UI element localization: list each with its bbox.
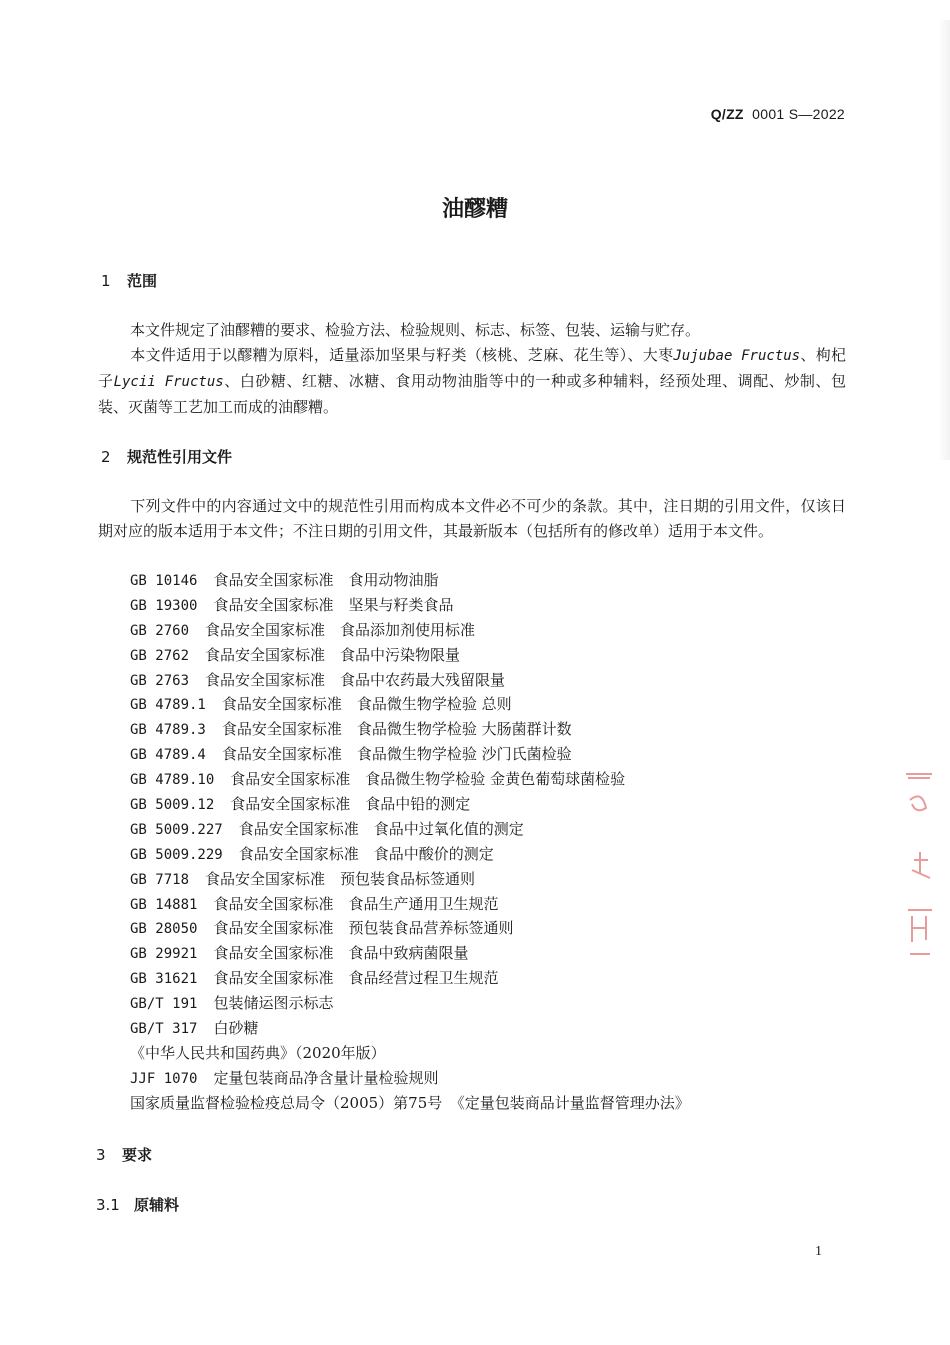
reference-item: GB 4789.4 食品安全国家标准 食品微生物学检验 沙门氏菌检验 [130, 745, 572, 764]
reference-item: GB 2763 食品安全国家标准 食品中农药最大残留限量 [130, 670, 506, 689]
section-number: 2 [101, 448, 111, 466]
standard-code [711, 106, 845, 122]
section-heading-normative [101, 446, 232, 467]
section-title: 范围 [127, 272, 158, 290]
section-heading-requirements [96, 1144, 152, 1165]
reference-item: GB/T 191 包装储运图示标志 [130, 994, 334, 1013]
standard-code-prefix: Q/ZZ [710, 106, 744, 122]
document-title: 油醪糟 [441, 197, 508, 222]
section-number: 3.1 [96, 1196, 120, 1214]
reference-item: GB 19300 食品安全国家标准 坚果与籽类食品 [130, 595, 454, 614]
scope-paragraph-1: 本文件规定了油醪糟的要求、检验方法、检验规则、标志、标签、包装、运输与贮存。 [130, 321, 701, 339]
reference-item: GB 4789.10 食品安全国家标准 食品微生物学检验 金黄色葡萄球菌检验 [130, 770, 626, 789]
scope-paragraph-2: 本文件适用于以醪糟为原料，适量添加坚果与籽类（核桃、芝麻、花生等）、大枣Jujubae Fructus、枸杞子Lycii Fructus、白砂糖、红糖、冰糖、食用动物油脂等中的一种或多种辅料，经预处理、调配、炒制、包装、灭菌等工艺加工而成的油醪糟。 [98, 346, 846, 416]
reference-item: GB 31621 食品安全国家标准 食品经营过程卫生规范 [130, 969, 499, 988]
reference-item: GB 14881 食品安全国家标准 食品生产通用卫生规范 [130, 894, 499, 913]
reference-item: GB 5009.229 食品安全国家标准 食品中酸价的测定 [130, 844, 494, 863]
reference-item: GB 4789.1 食品安全国家标准 食品微生物学检验 总则 [130, 695, 512, 714]
section-heading-scope [101, 270, 157, 291]
subsection-heading-raw-materials [96, 1194, 179, 1215]
normative-intro: 下列文件中的内容通过文中的规范性引用而构成本文件必不可少的条款。其中，注日期的引用文件，仅该日期对应的版本适用于本文件；不注日期的引用文件，其最新版本（包括所有的修改单）适用于本文件。 [98, 497, 846, 540]
latin-name-jujubae: Jujubae Fructus [673, 348, 801, 364]
section-title: 规范性引用文件 [127, 448, 233, 466]
section-number: 1 [101, 272, 111, 290]
reference-item: JJF 1070 定量包装商品净含量计量检验规则 [130, 1068, 439, 1087]
latin-name-lycii: Lycii Fructus [113, 374, 224, 390]
page-number: 1 [815, 1244, 822, 1259]
section-number: 3 [96, 1146, 106, 1164]
reference-item: GB 28050 食品安全国家标准 预包装食品营养标签通则 [130, 919, 514, 938]
reference-item: GB 2760 食品安全国家标准 食品添加剂使用标准 [130, 620, 476, 639]
page-edge-shadow [938, 20, 950, 460]
seal-stamp-fragment [902, 770, 936, 960]
reference-item: GB 4789.3 食品安全国家标准 食品微生物学检验 大肠菌群计数 [130, 720, 572, 739]
reference-list [130, 568, 690, 1116]
reference-item: GB 10146 食品安全国家标准 食用动物油脂 [130, 571, 439, 589]
section-title: 原辅料 [134, 1196, 180, 1214]
reference-item: GB 2762 食品安全国家标准 食品中污染物限量 [130, 645, 461, 664]
standard-code-number: 0001 S—2022 [752, 106, 845, 122]
reference-item: GB 29921 食品安全国家标准 食品中致病菌限量 [130, 944, 469, 963]
reference-item: GB 5009.12 食品安全国家标准 食品中铅的测定 [130, 795, 471, 814]
reference-item: 国家质量监督检验检疫总局令（2005）第75号 《定量包装商品计量监督管理办法》 [130, 1093, 690, 1112]
reference-item: GB 5009.227 食品安全国家标准 食品中过氧化值的测定 [130, 819, 524, 838]
section-title: 要求 [122, 1146, 153, 1164]
reference-item: 《中华人民共和国药典》（2020年版） [130, 1043, 386, 1062]
reference-item: GB 7718 食品安全国家标准 预包装食品标签通则 [130, 869, 476, 888]
reference-item: GB/T 317 白砂糖 [130, 1019, 259, 1038]
